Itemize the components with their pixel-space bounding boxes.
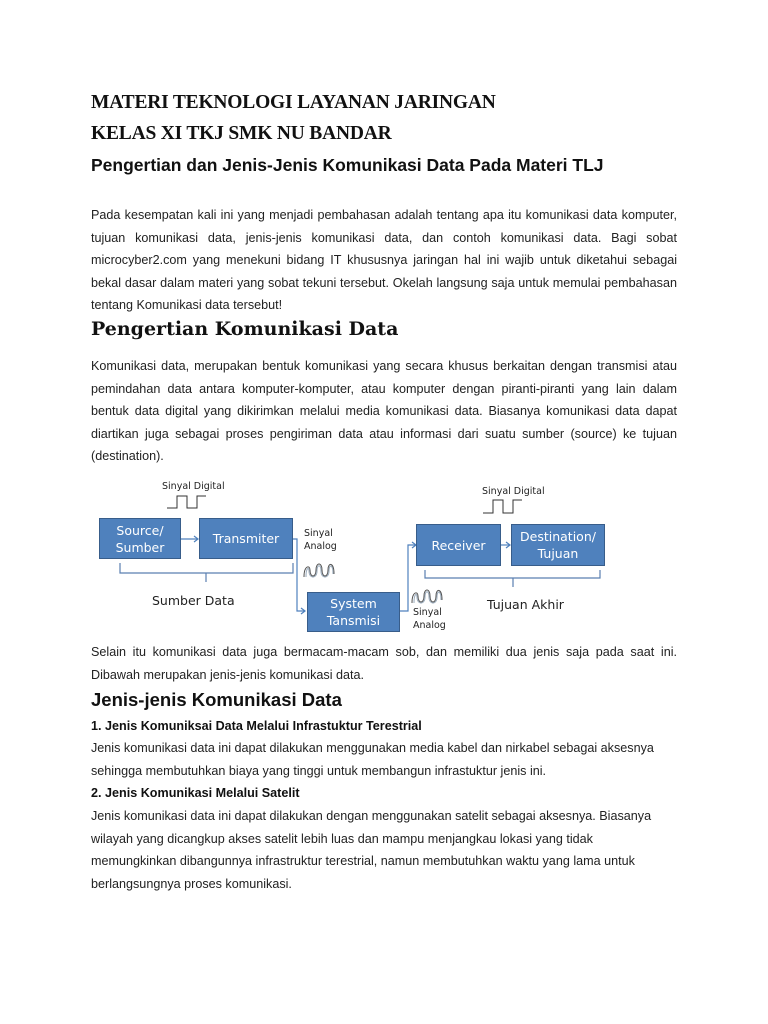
paragraph-line: (destination). — [91, 449, 164, 464]
box-transmitter-label: Transmiter — [212, 531, 280, 546]
paragraph-line: Dibawah merupakan jenis-jenis komunikasi data. — [91, 667, 365, 682]
section-heading-jenis: Jenis-jenis Komunikasi Data — [91, 689, 342, 710]
label-sinyal-digital-right: Sinyal Digital — [482, 486, 545, 497]
label-line: Sinyal — [304, 528, 333, 539]
paragraph-line: sehingga membutuhkan biaya yang tinggi untuk membangun infrastuktur jenis ini. — [91, 763, 547, 778]
label-sinyal-digital-left: Sinyal Digital — [162, 481, 225, 492]
section-heading-pengertian: Pengertian Komunikasi Data — [91, 318, 399, 340]
paragraph-line: memungkinkan dibangunnya infrastruktur terestrial, namun membutuhkan waktu yang lama untuk — [91, 854, 635, 869]
bracket-sumber-data — [120, 563, 293, 582]
label-line: Analog — [304, 541, 337, 552]
arrow-receiver-to-destination — [501, 542, 510, 548]
intro-line: tentang Komunikasi data tersebut! — [91, 298, 283, 313]
intro-line: bekal dasar dalam materi yang sobat tekuni tersebut. Okelah langsung saja untuk memulai pembahasan — [91, 275, 677, 290]
box-destination-line: Tujuan — [537, 546, 579, 561]
bracket-tujuan-akhir — [425, 570, 600, 587]
label-line: Analog — [413, 620, 446, 631]
item-1-title: 1. Jenis Komuniksai Data Melalui Infrastuktur Terestrial — [91, 719, 422, 733]
paragraph-line: pemindahan data antara komputer-komputer, atau komputer dengan piranti-piranti yang lain dalam — [91, 381, 677, 396]
paragraph-line: Komunikasi data, merupakan bentuk komunikasi yang secara khusus berkaitan dengan transmisi atau — [91, 359, 677, 373]
paragraph-line: Selain itu komunikasi data juga bermacam-macam sob, dan memiliki dua jenis saja pada saat ini. — [91, 645, 677, 659]
intro-line: microcyber2.com yang menekuni bidang IT khususnya jaringan hal ini wajib untuk diketahui sebagai — [91, 253, 677, 268]
paragraph-line: Jenis komunikasi data ini dapat dilakukan menggunakan media kabel dan nirkabel sebagai aksesnya — [91, 741, 654, 755]
box-destination-line: Destination/ — [520, 529, 596, 544]
box-source-line: Source/ — [116, 522, 164, 538]
item-2-paragraph — [91, 805, 677, 895]
digital-signal-right-icon — [483, 500, 522, 513]
item-1-paragraph — [91, 737, 677, 782]
paragraph-line: diartikan juga sebagai proses pengiriman data atau informasi dari suatu sumber (source) ke tujuan — [91, 426, 677, 441]
document-subtitle: Pengertian dan Jenis-Jenis Komunikasi Data Pada Materi TLJ — [91, 155, 604, 175]
box-system-line: Tansmisi — [326, 613, 381, 628]
box-system-line: System — [330, 596, 377, 611]
label-sinyal-analog-top — [304, 527, 337, 553]
communication-flow-diagram — [90, 470, 630, 640]
label-sinyal-analog-bottom — [413, 606, 446, 632]
paragraph-line: Jenis komunikasi data ini dapat dilakukan dengan menggunakan satelit sebagai aksesnya. Biasanya — [91, 809, 652, 823]
intro-line: Pada kesempatan kali ini yang menjadi pembahasan adalah tentang apa itu komunikasi data komputer, — [91, 208, 677, 222]
box-destination — [511, 524, 605, 566]
digital-signal-left-icon — [167, 496, 206, 508]
pengertian-paragraph — [91, 355, 677, 468]
after-diagram-paragraph — [91, 641, 677, 686]
box-source — [99, 518, 181, 559]
title-line-1: MATERI TEKNOLOGI LAYANAN JARINGAN — [91, 92, 496, 113]
analog-signal-bottom-icon — [412, 590, 442, 603]
paragraph-line: berlangsungnya proses komunikasi. — [91, 876, 292, 891]
intro-paragraph — [91, 204, 677, 317]
box-source-line: Sumber — [115, 539, 165, 555]
paragraph-line: bentuk data digital yang dikirimkan melalui media komunikasi data. Biasanya komunikasi data dapat — [91, 404, 677, 419]
item-2-title: 2. Jenis Komunikasi Melalui Satelit — [91, 786, 300, 800]
box-receiver-label: Receiver — [431, 537, 486, 553]
label-line: Sinyal — [413, 607, 442, 618]
paragraph-line: wilayah yang dicangkup akses satelit lebih luas dan mampu menjangkau lokasi yang tidak — [91, 831, 593, 846]
title-line-2: KELAS XI TKJ SMK NU BANDAR — [91, 123, 392, 144]
intro-line: tujuan komunikasi data, jenis-jenis komunikasi data, dan contoh komunikasi data. Bagi sobat — [91, 230, 677, 245]
box-receiver — [416, 524, 501, 566]
label-sumber-data: Sumber Data — [152, 593, 235, 608]
analog-signal-top-icon — [304, 564, 334, 577]
label-tujuan-akhir: Tujuan Akhir — [487, 597, 564, 612]
box-transmitter — [199, 518, 293, 559]
box-system-transmisi — [307, 592, 400, 632]
arrow-source-to-transmitter — [181, 536, 198, 542]
